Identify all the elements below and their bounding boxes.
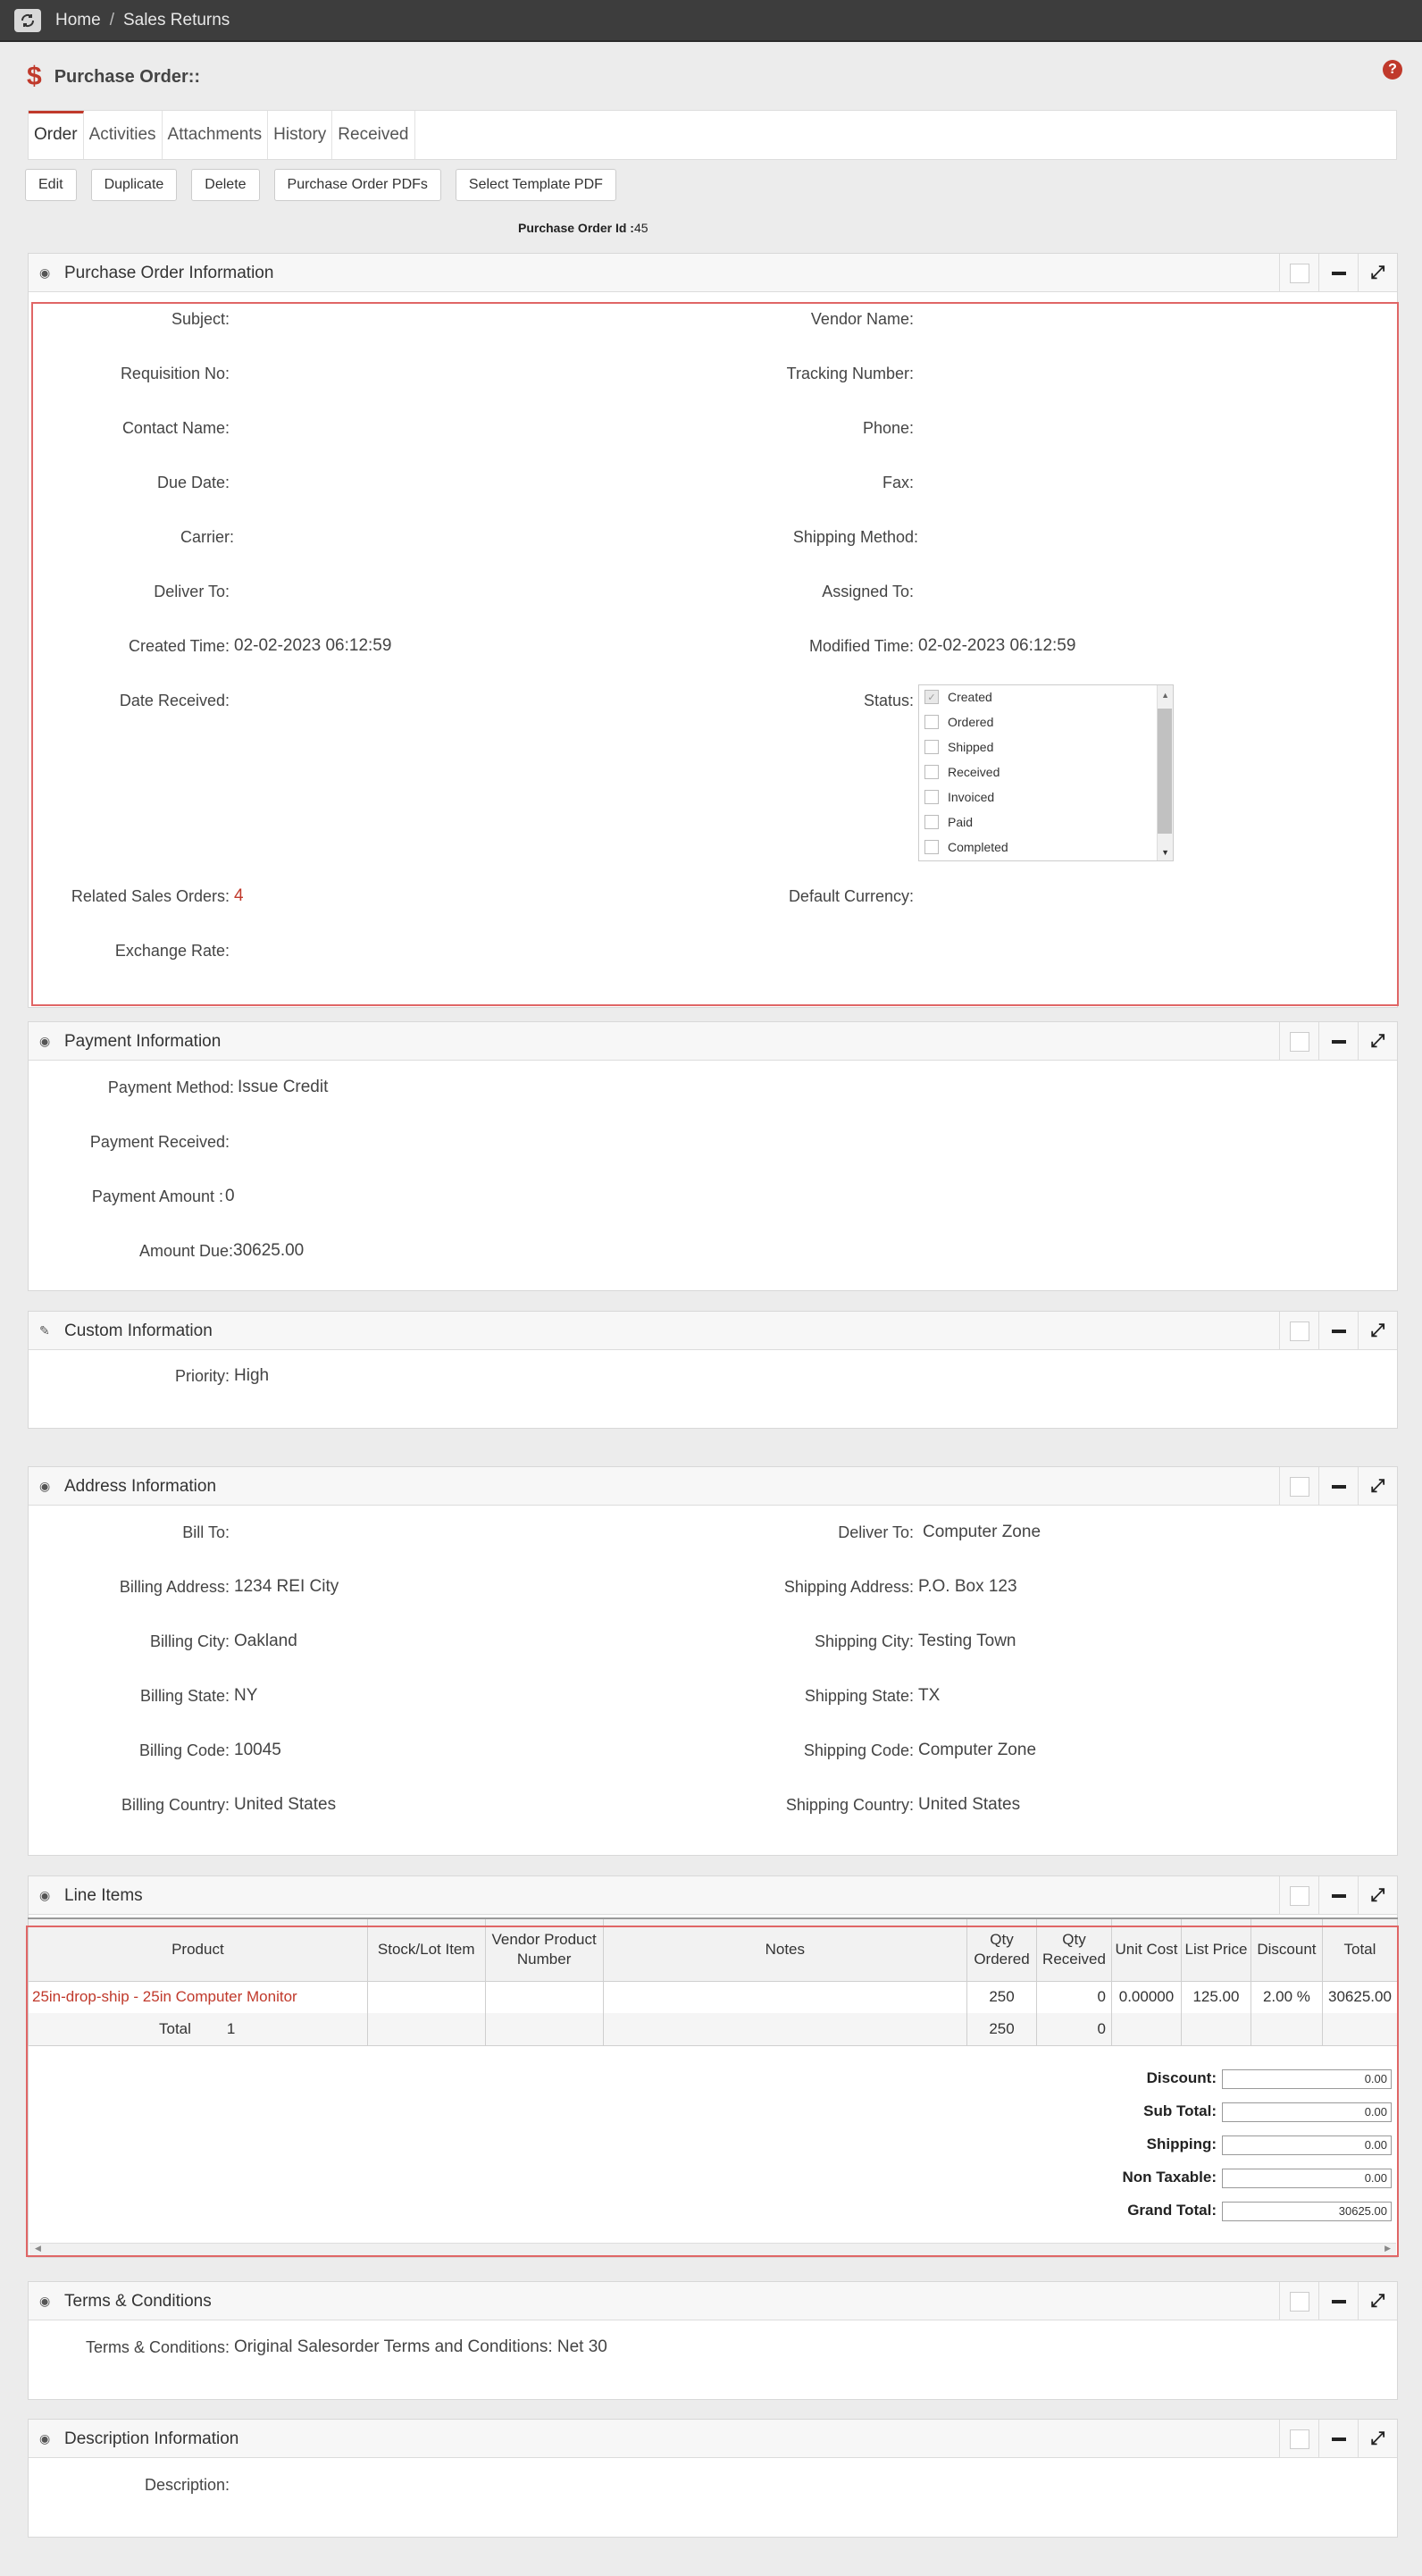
exchange-rate-label: Exchange Rate: <box>114 942 230 960</box>
edit-icon[interactable]: ✎ <box>39 1323 50 1338</box>
carrier-label: Carrier: <box>180 528 234 546</box>
tab-activities[interactable]: Activities <box>84 111 163 159</box>
collapse-icon[interactable] <box>1318 1022 1358 1061</box>
status-option-invoiced[interactable]: Invoiced <box>924 790 994 804</box>
panel-title: Address Information <box>64 1477 217 1496</box>
toggle-checkbox[interactable] <box>1279 2282 1318 2320</box>
tab-history[interactable]: History <box>268 111 332 159</box>
edit-button[interactable]: Edit <box>25 169 77 201</box>
fullscreen-icon[interactable]: ⤢ <box>1358 1022 1397 1061</box>
subject-label: Subject: <box>171 310 230 328</box>
fullscreen-icon[interactable]: ⤢ <box>1358 254 1397 292</box>
modified-time-value: 02-02-2023 06:12:59 <box>918 636 1076 655</box>
billing-address-label: Billing Address: <box>119 1578 230 1596</box>
discount-summary-label: Discount: <box>1146 2069 1217 2086</box>
non-taxable-field[interactable]: 0.00 <box>1222 2169 1392 2188</box>
qty-ordered-cell: 250 <box>967 1981 1037 2013</box>
tab-attachments[interactable]: Attachments <box>163 111 269 159</box>
panel-title: Terms & Conditions <box>64 2292 212 2311</box>
fullscreen-icon[interactable]: ⤢ <box>1358 1312 1397 1350</box>
priority-label: Priority: <box>174 1367 230 1385</box>
shipping-address-label: Shipping Address: <box>783 1578 914 1596</box>
po-id-label: Purchase Order Id : <box>518 221 634 235</box>
total-cell: 30625.00 <box>1322 1981 1397 2013</box>
column-header: Stock/Lot Item <box>367 1918 485 1981</box>
scroll-right-icon[interactable]: ▶ <box>1384 2244 1391 2253</box>
status-option-shipped[interactable]: Shipped <box>924 740 993 754</box>
due-date-label: Due Date: <box>156 474 230 491</box>
eye-icon[interactable]: ◉ <box>39 265 51 280</box>
shipping-country-label: Shipping Country: <box>785 1796 914 1814</box>
scroll-thumb[interactable] <box>1158 709 1172 834</box>
shipping-code-label: Shipping Code: <box>803 1741 914 1759</box>
billing-city-label: Billing City: <box>149 1632 230 1650</box>
panel-title: Purchase Order Information <box>64 264 274 282</box>
purchase-order-id <box>518 221 648 235</box>
contact-label: Contact Name: <box>121 419 230 437</box>
panel-header <box>29 2282 1397 2320</box>
subtotal-field[interactable]: 0.00 <box>1222 2102 1392 2122</box>
unit-cost-cell: 0.00000 <box>1111 1981 1181 2013</box>
breadcrumb-separator: / <box>109 11 114 29</box>
delete-button[interactable]: Delete <box>191 169 259 201</box>
eye-icon[interactable]: ◉ <box>39 2294 51 2308</box>
checkbox-checked-icon[interactable]: ✓ <box>924 690 939 704</box>
status-option-received[interactable]: Received <box>924 765 1000 779</box>
panel-header <box>29 1312 1397 1350</box>
billing-country-value: United States <box>234 1795 337 1814</box>
total-qty-ordered: 250 <box>967 2013 1037 2045</box>
checkbox-icon[interactable] <box>924 840 939 854</box>
fullscreen-icon[interactable]: ⤢ <box>1358 1876 1397 1915</box>
default-currency-label: Default Currency: <box>788 887 914 905</box>
eye-icon[interactable]: ◉ <box>39 2431 51 2446</box>
subtotal-label: Sub Total: <box>1143 2102 1217 2119</box>
terms-label: Terms & Conditions: <box>85 2338 230 2356</box>
terms-value: Original Salesorder Terms and Conditions: Net 30 <box>234 2337 607 2356</box>
collapse-icon[interactable] <box>1318 2420 1358 2458</box>
deliver-to-label: Deliver To: <box>154 583 230 600</box>
shipping-code-value: Computer Zone <box>918 1741 1037 1759</box>
panel-title: Custom Information <box>64 1322 213 1340</box>
fullscreen-icon[interactable]: ⤢ <box>1358 1467 1397 1506</box>
created-time-label: Created Time: <box>128 637 230 655</box>
collapse-icon[interactable] <box>1318 1876 1358 1915</box>
collapse-icon[interactable] <box>1318 254 1358 292</box>
shipping-label: Shipping: <box>1146 2135 1217 2152</box>
column-header: Unit Cost <box>1111 1918 1181 1981</box>
column-header: Notes <box>603 1918 966 1981</box>
billing-address-value: 1234 REI City <box>234 1577 339 1596</box>
breadcrumb-current[interactable]: Sales Returns <box>122 11 230 29</box>
shipping-state-label: Shipping State: <box>804 1687 914 1705</box>
total-count: 1 <box>226 2019 236 2037</box>
scroll-left-icon[interactable]: ◀ <box>35 2244 41 2253</box>
product-link[interactable]: 25in-drop-ship - 25in Computer Monitor <box>32 1988 297 2006</box>
bill-to-label: Bill To: <box>182 1523 230 1541</box>
payment-method-label: Payment Method: <box>107 1078 234 1096</box>
breadcrumb <box>55 11 230 30</box>
collapse-icon[interactable] <box>1318 2282 1358 2320</box>
breadcrumb-home[interactable]: Home <box>55 11 101 29</box>
non-taxable-label: Non Taxable: <box>1122 2169 1217 2186</box>
grand-total-field[interactable]: 30625.00 <box>1222 2202 1392 2221</box>
date-received-label: Date Received: <box>119 692 230 709</box>
toggle-checkbox[interactable] <box>1279 254 1318 292</box>
checkbox-icon[interactable] <box>924 815 939 829</box>
billing-city-value: Oakland <box>234 1632 297 1650</box>
toggle-checkbox[interactable] <box>1279 1467 1318 1506</box>
checkbox-icon[interactable] <box>924 740 939 754</box>
checkbox-icon[interactable] <box>924 790 939 804</box>
panel-title: Line Items <box>64 1886 143 1905</box>
column-header: Vendor Product Number <box>485 1918 603 1981</box>
modified-time-label: Modified Time: <box>808 637 914 655</box>
status-listbox[interactable] <box>918 684 1174 861</box>
scrollbar[interactable] <box>1157 685 1173 860</box>
discount-summary-field[interactable]: 0.00 <box>1222 2069 1392 2089</box>
grand-total-label: Grand Total: <box>1127 2202 1217 2219</box>
related-sales-orders-label: Related Sales Orders: <box>71 887 230 905</box>
scroll-up-icon[interactable]: ▲ <box>1161 691 1169 700</box>
purchase-order-pdfs-button[interactable]: Purchase Order PDFs <box>274 169 441 201</box>
shipping-address-value: P.O. Box 123 <box>918 1577 1017 1596</box>
dollar-icon: $ <box>27 62 42 91</box>
amount-due-label: Amount Due: <box>138 1242 233 1260</box>
duplicate-button[interactable]: Duplicate <box>91 169 178 201</box>
fullscreen-icon[interactable]: ⤢ <box>1358 2420 1397 2458</box>
fullscreen-icon[interactable]: ⤢ <box>1358 2282 1397 2320</box>
eye-icon[interactable]: ◉ <box>39 1479 51 1493</box>
page-title: Purchase Order:: <box>54 66 201 87</box>
panel-title: Description Information <box>64 2429 239 2448</box>
payment-method-value: Issue Credit <box>238 1078 329 1096</box>
billing-country-label: Billing Country: <box>121 1796 230 1814</box>
select-template-pdf-button[interactable]: Select Template PDF <box>456 169 616 201</box>
shipping-city-value: Testing Town <box>918 1632 1016 1650</box>
billing-state-value: NY <box>234 1686 258 1705</box>
payment-amount-value: 0 <box>225 1187 235 1205</box>
status-option-created[interactable]: ✓ Created <box>924 690 992 704</box>
eye-icon[interactable]: ◉ <box>39 1888 51 1902</box>
description-panel <box>28 2419 1398 2538</box>
po-id-value: 45 <box>633 221 648 235</box>
status-option-paid[interactable]: Paid <box>924 815 973 829</box>
top-bar <box>0 0 1422 42</box>
deliver-to-label: Deliver To: <box>838 1523 914 1541</box>
status-option-ordered[interactable]: Ordered <box>924 715 993 729</box>
vendor-name-label: Vendor Name: <box>810 310 914 328</box>
toggle-checkbox[interactable] <box>1279 1312 1318 1350</box>
page-title-row <box>27 62 200 92</box>
toggle-checkbox[interactable] <box>1279 1022 1318 1061</box>
tab-received[interactable]: Received <box>332 111 414 159</box>
shipping-city-label: Shipping City: <box>814 1632 914 1650</box>
help-icon[interactable]: ? <box>1383 60 1402 80</box>
requisition-label: Requisition No: <box>120 365 230 382</box>
shipping-state-value: TX <box>918 1686 941 1705</box>
column-header: Qty Received <box>1037 1918 1112 1981</box>
priority-value: High <box>234 1366 270 1385</box>
checkbox-icon[interactable] <box>924 765 939 779</box>
column-header: Total <box>1322 1918 1397 1981</box>
deliver-to-value: Computer Zone <box>923 1523 1041 1541</box>
panel-header <box>29 254 1397 292</box>
billing-state-label: Billing State: <box>139 1687 230 1705</box>
toggle-checkbox[interactable] <box>1279 1876 1318 1915</box>
created-time-value: 02-02-2023 06:12:59 <box>234 636 392 655</box>
toggle-checkbox[interactable] <box>1279 2420 1318 2458</box>
panel-title: Payment Information <box>64 1032 222 1051</box>
qty-received-cell: 0 <box>1037 1981 1112 2013</box>
panel-header <box>29 1022 1397 1061</box>
related-sales-orders-link[interactable]: 4 <box>234 886 244 905</box>
column-header: List Price <box>1181 1918 1251 1981</box>
checkbox-icon[interactable] <box>924 715 939 729</box>
total-label: Total <box>159 2019 191 2037</box>
assigned-to-label: Assigned To: <box>822 583 914 600</box>
eye-icon[interactable]: ◉ <box>39 1034 51 1048</box>
total-qty-received: 0 <box>1037 2013 1112 2045</box>
collapse-icon[interactable] <box>1318 1467 1358 1506</box>
billing-code-value: 10045 <box>234 1741 281 1759</box>
shipping-method-label: Shipping Method: <box>792 528 918 546</box>
payment-amount-label: Payment Amount : <box>91 1187 223 1205</box>
collapse-icon[interactable] <box>1318 1312 1358 1350</box>
tab-bar <box>28 110 1397 160</box>
list-price-cell: 125.00 <box>1181 1981 1251 2013</box>
status-option-completed[interactable]: Completed <box>924 840 1008 854</box>
highlight-box <box>26 1926 1399 2257</box>
action-buttons <box>25 169 616 201</box>
status-label: Status: <box>863 692 914 709</box>
panel-header <box>29 1876 1397 1915</box>
column-header: Product <box>29 1918 368 1981</box>
refresh-icon[interactable] <box>14 9 41 32</box>
panel-header <box>29 2420 1397 2458</box>
column-header: Qty Ordered <box>967 1918 1037 1981</box>
discount-cell: 2.00 % <box>1251 1981 1322 2013</box>
billing-code-label: Billing Code: <box>138 1741 230 1759</box>
panel-header <box>29 1467 1397 1506</box>
payment-received-label: Payment Received: <box>89 1133 230 1151</box>
amount-due-value: 30625.00 <box>233 1241 305 1260</box>
column-header: Discount <box>1251 1918 1322 1981</box>
shipping-field[interactable]: 0.00 <box>1222 2135 1392 2155</box>
shipping-country-value: United States <box>918 1795 1021 1814</box>
tracking-label: Tracking Number: <box>786 365 914 382</box>
fax-label: Fax: <box>882 474 914 491</box>
tab-order[interactable]: Order <box>29 111 84 159</box>
description-label: Description: <box>144 2476 230 2494</box>
phone-label: Phone: <box>862 419 914 437</box>
scroll-down-icon[interactable]: ▼ <box>1161 848 1169 857</box>
